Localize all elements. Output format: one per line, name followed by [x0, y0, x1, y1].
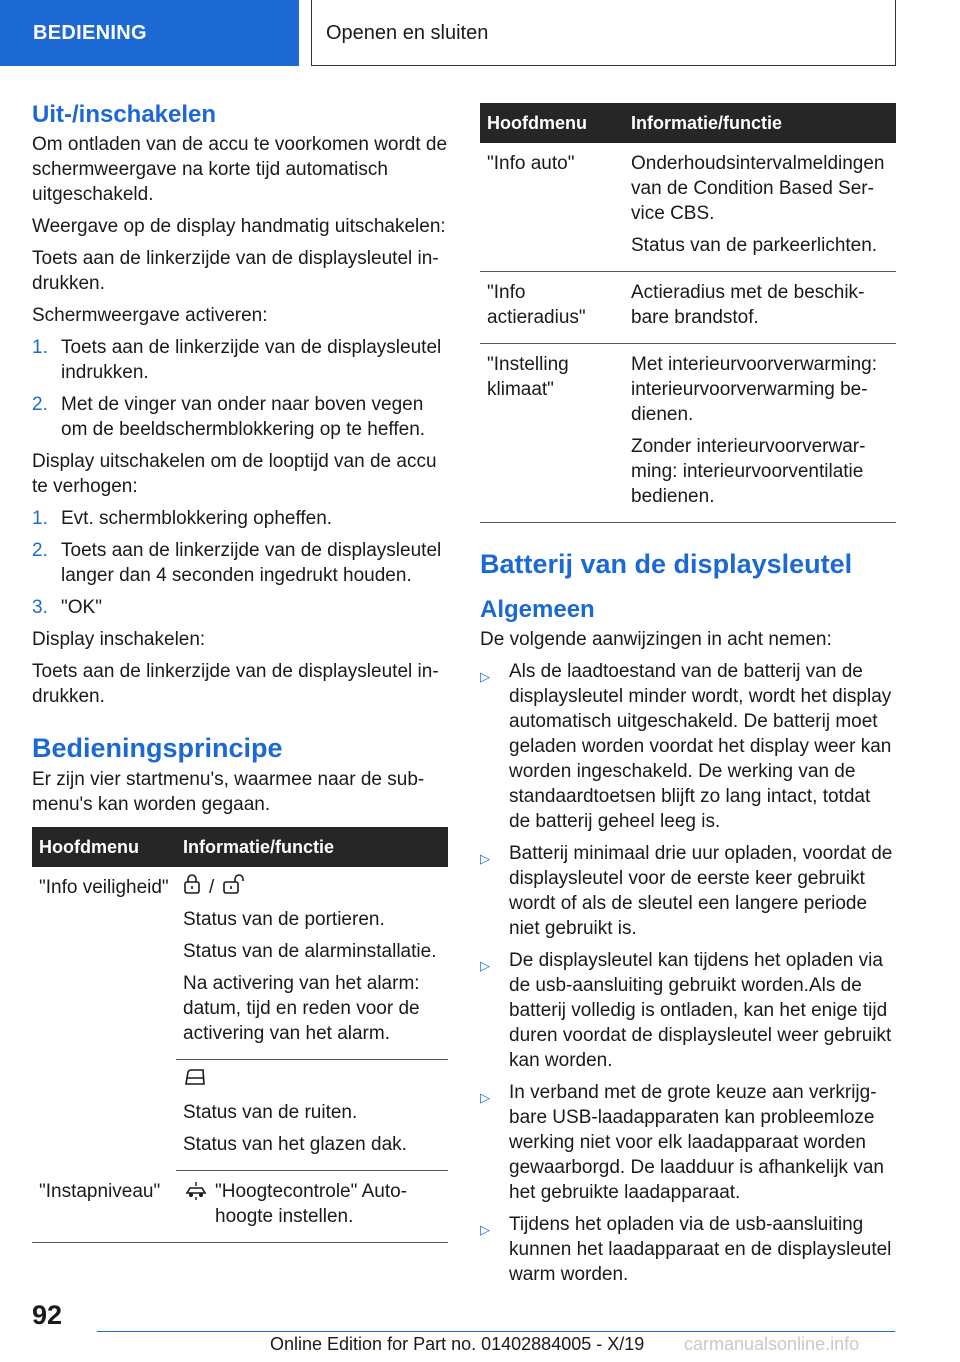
list-item	[480, 659, 896, 834]
lock-closed-icon	[183, 873, 201, 902]
section-tab: Openen en sluiten	[311, 0, 896, 66]
paragraph: Display inschakelen:	[32, 629, 206, 650]
paragraph: Toets aan de linkerzijde van de displaysleutel indrukken.	[32, 248, 439, 294]
lock-open-icon	[222, 873, 248, 902]
footer-edition: Online Edition for Part no. 01402884005 - X/19	[270, 1334, 645, 1354]
step-text: Toets aan de linkerzijde van de displaysleutel indrukken.	[61, 337, 442, 383]
icons-line	[183, 875, 441, 900]
step-text: Evt. schermblokkering opheffen.	[61, 508, 333, 529]
table-row	[480, 143, 896, 272]
info-text: Actieradius met de beschikbare brandstof.	[631, 282, 865, 328]
list-item	[480, 948, 896, 1073]
step-number: 1.	[32, 337, 48, 358]
slash-separator: /	[209, 877, 215, 898]
step-text: Toets aan de linkerzijde van de displaysleutel langer dan 4 seconden ingedrukt houden.	[61, 540, 442, 586]
info-text: Status van de alarminstallatie.	[183, 941, 437, 962]
table-cell-menu: "Instelling klimaat"	[480, 344, 624, 523]
bullet-text: Batterij minimaal drie uur opladen, voordat de displaysleutel voor de eerste keer gebruikt wordt of als de sleutel een langere periode niet gebruikt is.	[509, 843, 893, 939]
info-text: Onderhoudsintervalmeldingen van de Condition Based Service CBS.	[631, 153, 885, 224]
list-item	[32, 595, 448, 620]
table-cell-info	[176, 867, 448, 1060]
car-height-icon	[183, 1179, 209, 1229]
right-column	[480, 103, 896, 1294]
menu-table-right	[480, 103, 896, 523]
list-item	[32, 335, 448, 385]
paragraph: Er zijn vier startmenu's, waarmee naar de submenu's kan worden gegaan.	[32, 769, 425, 815]
list-item	[32, 392, 448, 442]
list-item	[480, 1212, 896, 1287]
step-number: 3.	[32, 597, 48, 618]
info-text: "Hoogtecontrole" Autohoogte instellen.	[215, 1181, 407, 1227]
table-cell-menu: "Instapniveau"	[32, 1171, 176, 1243]
table-header-hoofdmenu: Hoofdmenu	[480, 103, 624, 143]
table-row	[32, 1171, 448, 1243]
triangle-bullet-icon: ▷	[480, 669, 490, 684]
page-number: 92	[32, 1300, 63, 1330]
table-cell-menu: "Info actieradius"	[480, 272, 624, 344]
chapter-tab: BEDIENING	[0, 0, 299, 66]
bullet-text: Als de laadtoestand van de batterij van de displaysleutel minder wordt, wordt het display automatisch uitgeschakeld. De batterij moet geladen worden voordat het display weer kan worden ingeschakeld. De werking van de standaardtoetsen blijft zo lang intact, totdat de batterij geheel leeg is.	[509, 661, 892, 832]
heading-bedieningsprincipe: Bedieningsprincipe	[32, 733, 283, 763]
paragraph: De volgende aanwijzingen in acht nemen:	[480, 629, 832, 650]
table-cell-info	[624, 344, 896, 523]
info-text: Status van de ruiten.	[183, 1102, 358, 1123]
table-header-informatie: Informatie/functie	[624, 103, 896, 143]
info-text: Status van de parkeerlichten.	[631, 235, 878, 256]
table-cell-info	[176, 1060, 448, 1171]
paragraph: Weergave op de display handmatig uitschakelen:	[32, 216, 446, 237]
paragraph: Toets aan de linkerzijde van de displaysleutel indrukken.	[32, 661, 439, 707]
paragraph: Om ontladen van de accu te voorkomen wordt de schermweergave na korte tijd automatisch uitgeschakeld.	[32, 134, 448, 205]
table-row	[480, 272, 896, 344]
watermark-text: carmanualsonline.info	[684, 1334, 860, 1354]
list-item	[32, 506, 448, 531]
table-cell-info	[624, 143, 896, 272]
list-item	[32, 538, 448, 588]
steps-list-activate	[32, 335, 448, 442]
menu-table-left	[32, 827, 448, 1243]
step-number: 2.	[32, 394, 48, 415]
step-text: Met de vinger van onder naar boven vegen om de beeldschermblokkering op te heffen.	[61, 394, 426, 440]
page-header	[0, 0, 960, 66]
info-text: Na activering van het alarm: datum, tijd en reden voor de activering van het alarm.	[183, 973, 420, 1044]
triangle-bullet-icon: ▷	[480, 1222, 490, 1237]
footer-divider	[97, 1331, 895, 1332]
triangle-bullet-icon: ▷	[480, 1090, 490, 1105]
info-text: Status van de portieren.	[183, 909, 385, 930]
table-cell-info	[624, 272, 896, 344]
heading-batterij: Batterij van de displaysleutel	[480, 549, 853, 579]
triangle-bullet-icon: ▷	[480, 958, 490, 973]
paragraph: Display uitschakelen om de looptijd van de accu te verhogen:	[32, 451, 437, 497]
heading-uit-inschakelen: Uit-/inschakelen	[32, 101, 217, 128]
step-number: 1.	[32, 508, 48, 529]
table-row	[480, 344, 896, 523]
table-row	[32, 867, 448, 1060]
icons-line	[183, 1068, 441, 1093]
table-cell-info	[176, 1171, 448, 1243]
window-icon	[183, 1067, 207, 1094]
table-header-hoofdmenu: Hoofdmenu	[32, 827, 176, 867]
bullet-text: Tijdens het opladen via de usb-aansluiting kunnen het laadapparaat en de displaysleutel warm worden.	[509, 1214, 892, 1285]
info-line	[183, 1179, 441, 1229]
step-number: 2.	[32, 540, 48, 561]
info-text: Zonder interieurvoorverwarming: interieurvoorventilatie bedienen.	[631, 436, 866, 507]
heading-algemeen: Algemeen	[480, 596, 595, 623]
info-text: Met interieurvoorverwarming: interieurvoorverwarming bedienen.	[631, 354, 878, 425]
bullet-list	[480, 659, 896, 1287]
step-text: "OK"	[61, 597, 102, 618]
list-item	[480, 1080, 896, 1205]
steps-list-off	[32, 506, 448, 620]
table-cell-menu: "Info auto"	[480, 143, 624, 272]
bullet-text: In verband met de grote keuze aan verkrijgbare USB-laadapparaten kan probleemloze werking niet voor elk laadapparaat worden gewaarborgd. De laadduur is afhankelijk van het gebruikte laadapparaat.	[509, 1082, 884, 1203]
triangle-bullet-icon: ▷	[480, 851, 490, 866]
list-item	[480, 841, 896, 941]
paragraph: Schermweergave activeren:	[32, 305, 268, 326]
table-header-informatie: Informatie/functie	[176, 827, 448, 867]
table-cell-menu: "Info veiligheid"	[39, 877, 169, 898]
info-text: Status van het glazen dak.	[183, 1134, 407, 1155]
bullet-text: De displaysleutel kan tijdens het opladen via de usb-aansluiting gebruikt worden.Als de batterij volledig is ontladen, kan het enige tijd duren voordat de displaysleutel weer gebruikt kan worden.	[509, 950, 892, 1071]
left-column	[32, 100, 448, 1243]
